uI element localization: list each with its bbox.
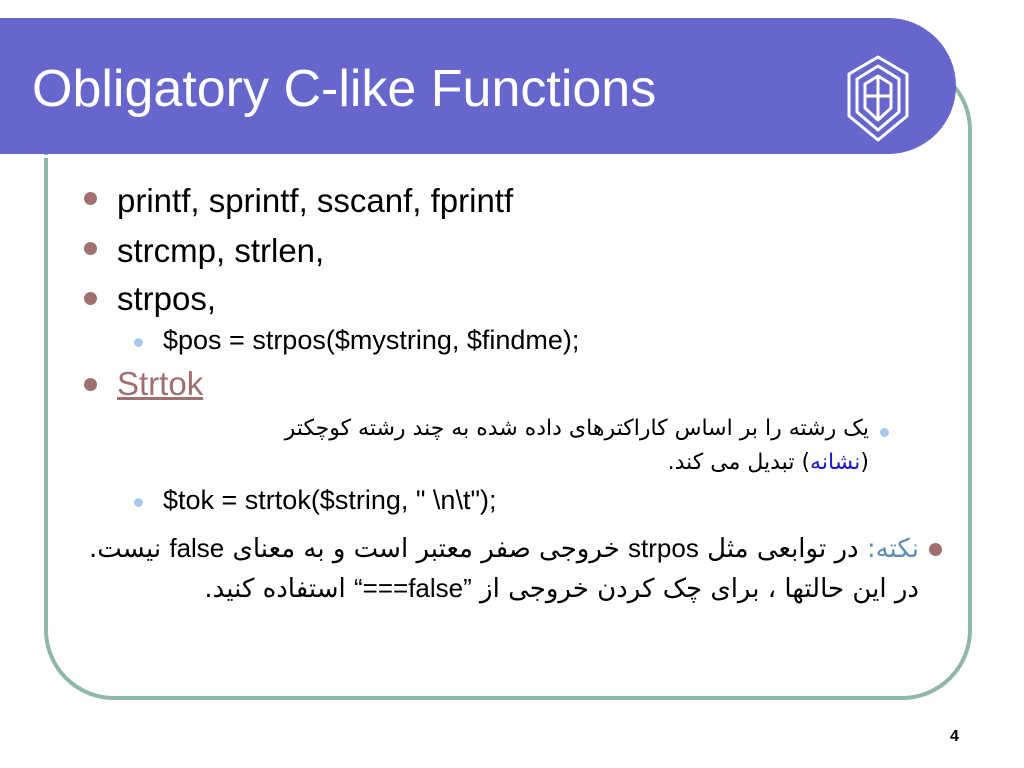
bullet-marker <box>929 543 942 556</box>
title-bar <box>0 18 956 154</box>
note-label: نکته: <box>866 534 919 564</box>
bullet-marker <box>84 242 97 255</box>
sub-bullet-item: $tok = strtok($string, " \n\t"); <box>163 485 497 515</box>
note-paragraph <box>79 529 919 609</box>
slide-title: Obligatory C-like Functions <box>32 60 657 118</box>
strtok-description-line1: یک رشته را بر اساس کاراکترهای داده شده به چند رشته کوچکتر <box>284 416 869 441</box>
strtok-link[interactable]: Strtok <box>117 365 204 402</box>
token-word: نشانه <box>810 450 861 475</box>
bullet-marker <box>84 292 97 305</box>
bullet-marker <box>84 378 97 391</box>
note-code: false <box>169 533 225 563</box>
bullet-item: strcmp, strlen, <box>117 232 325 269</box>
note-code: strpos <box>628 533 699 563</box>
bullet-item: printf, sprintf, sscanf, fprintf <box>117 182 514 219</box>
bullet-item: strpos, <box>117 280 217 317</box>
title-underline <box>0 155 905 158</box>
sub-bullet-item: $pos = strpos($mystring, $findme); <box>163 325 580 355</box>
university-emblem-icon <box>843 54 913 144</box>
sub-bullet-marker <box>880 428 889 437</box>
note-text: استفاده کنید. <box>204 574 354 604</box>
note-text: نیست. در این حالتها ، برای چک کردن خروجی از <box>89 534 919 604</box>
sub-bullet-marker <box>134 338 143 347</box>
strtok-description-rest: ) تبدیل می کند. <box>667 450 811 475</box>
note-code: “===false” <box>353 573 472 603</box>
sub-bullet-marker <box>134 498 143 507</box>
bullet-marker <box>84 192 97 205</box>
paren-open: ( <box>860 450 869 475</box>
note-text: خروجی صفر معتبر است و به معنای <box>224 534 629 564</box>
note-text: در توابعی مثل <box>698 534 867 564</box>
page-number: 4 <box>950 728 959 745</box>
strtok-description <box>129 412 869 480</box>
